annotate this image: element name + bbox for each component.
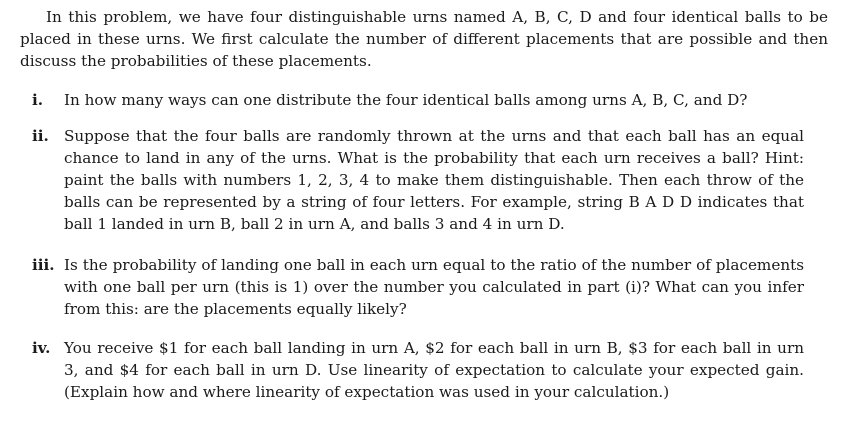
part-iii bbox=[32, 254, 804, 320]
part-text: You receive $1 for each ball landing in urn A, $2 for each ball in urn B, $3 for each ball in urn 3, and $4 for each ball in urn D. Use linearity of expectation to calculate your expected gain. (Explain how and where linearity of expectation was used in your calculation.) bbox=[64, 339, 804, 401]
problem-intro: In this problem, we have four distinguishable urns named A, B, C, D and four identical balls to be placed in these urns. We first calculate the number of different placements that are possible and then discuss the probabilities of these placements. bbox=[20, 8, 828, 70]
part-label: iv. bbox=[32, 339, 51, 357]
part-text: Suppose that the four balls are randomly thrown at the urns and that each ball has an equal chance to land in any of the urns. What is the probability that each urn receives a ball? Hint: paint the balls with numbers 1, 2, 3, 4 to make them distinguishable. Then each throw of the balls can be represented by a string of four letters. For example, string B A D D indicates that ball 1 landed in urn B, ball 2 in urn A, and balls 3 and 4 in urn D. bbox=[64, 127, 804, 233]
clipped-previous-line bbox=[0, 0, 847, 4]
part-label: ii. bbox=[32, 127, 49, 145]
part-iv bbox=[32, 337, 804, 403]
part-text: In how many ways can one distribute the four identical balls among urns A, B, C, and D? bbox=[64, 91, 748, 109]
part-text: Is the probability of landing one ball in each urn equal to the ratio of the number of placements with one ball per urn (this is 1) over the number you calculated in part (i)? What can you infer from this: are the placements equally likely? bbox=[64, 256, 804, 318]
part-label: iii. bbox=[32, 256, 55, 274]
part-i bbox=[32, 89, 804, 111]
part-ii bbox=[32, 125, 804, 235]
part-label: i. bbox=[32, 91, 44, 109]
